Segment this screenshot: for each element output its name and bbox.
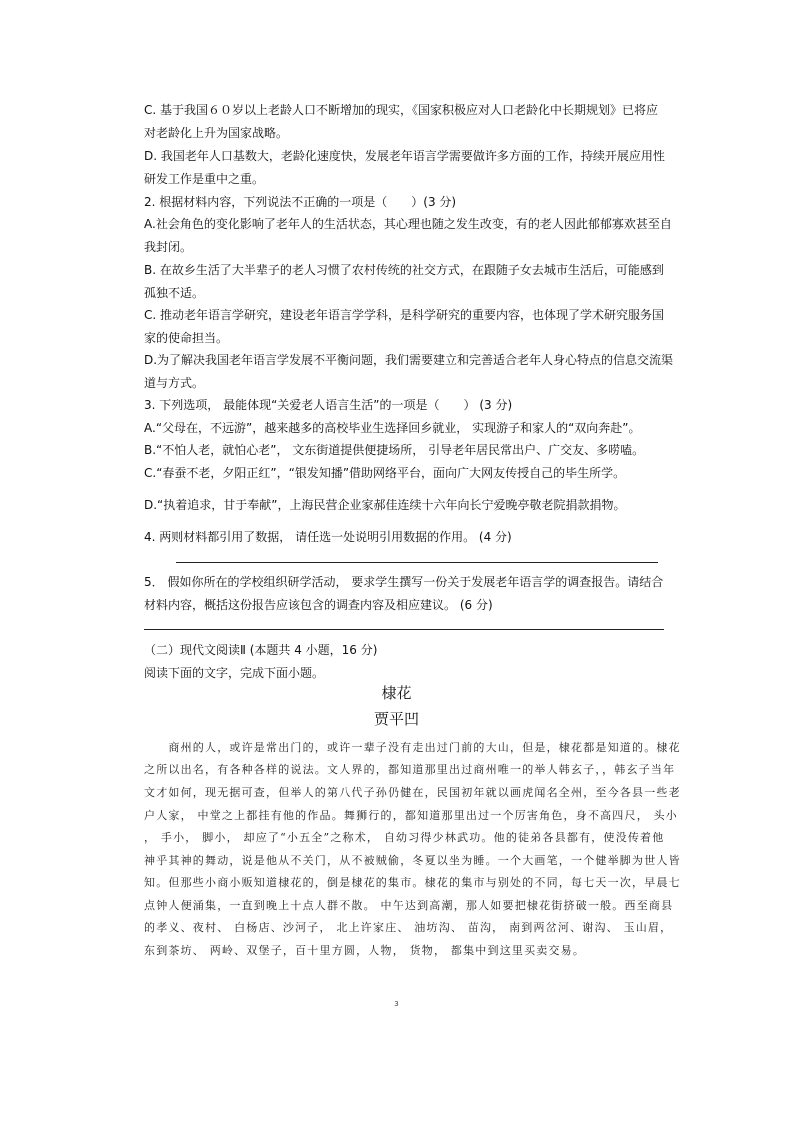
q2-option-c-line-1: C. 推动老年语言学研究，建设老年语言学学科，是科学研究的重要内容，也体现了学术研究服务国 bbox=[144, 308, 665, 322]
essay-title: 棣花 bbox=[381, 684, 412, 702]
essay-line: 东到茶坊、 两岭、双堡子，百十里方圆，人物， 货物， 都集中到这里买卖交易。 bbox=[144, 944, 586, 957]
option-d-line-2: 研发工作是重中之重。 bbox=[144, 172, 265, 186]
essay-line: ， 手小， 脚小， 却应了“小五全”之称术， 自幼习得少林武功。他的徒弟各县都有，使没传着他 bbox=[144, 831, 665, 844]
essay-line: 文才如何，现无据可查，但举人的第八代子孙仍健在，民国初年就以画虎闻名全州，至今各县一些老 bbox=[144, 786, 681, 799]
q2-option-c-line-2: 家的使命担当。 bbox=[144, 331, 229, 345]
question-5-line-1: 5． 假如你所在的学校组织研学活动， 要求学生撰写一份关于发展老年语言学的调查报告。请结合 bbox=[144, 575, 664, 589]
q3-option-a: A.“父母在，不远游”，越来越多的高校毕业生选择回乡就业， 实现游子和家人的“双向奔赴”。 bbox=[144, 421, 641, 435]
answer-line-q4 bbox=[176, 562, 658, 563]
option-c-line-1: C. 基于我国６０岁以上老龄人口不断增加的现实，《国家积极应对人口老龄化中长期规划》已将应 bbox=[144, 103, 659, 117]
essay-line: 户人家， 中堂之上都挂有他的作品。舞狮行的，都知道那里出过一个厉害角色，身不高四尺， 头小 bbox=[144, 809, 678, 822]
q2-option-a-line-2: 我封闭。 bbox=[144, 240, 193, 254]
essay-line: 的孝义、夜村、 白杨店、沙河子， 北上许家庄、 油坊沟、 苗沟， 南到两岔河、谢沟、 玉山眉， bbox=[144, 921, 673, 934]
essay-line: 商州的人，或许是常出门的，或许一辈子没有走出过门前的大山，但是，棣花都是知道的。棣花 bbox=[144, 741, 681, 754]
section-2-heading: （二）现代文阅读Ⅱ (本题共 4 小题，16 分) bbox=[144, 643, 378, 657]
question-3-stem: 3. 下列选项， 最能体现“关爱老人语言生活”的一项是（ ） (3 分) bbox=[144, 398, 513, 412]
option-c-line-2: 对老龄化上升为国家战略。 bbox=[144, 126, 289, 140]
answer-line-q5 bbox=[144, 629, 664, 630]
q2-option-b-line-1: B. 在故乡生活了大半辈子的老人习惯了农村传统的社交方式，在跟随子女去城市生活后，可能感到 bbox=[144, 263, 664, 277]
essay-line: 点钟人便涌集，一直到晚上十点人群不散。 中午达到高潮，那人如要把棣花街挤破一般。西至商县 bbox=[144, 899, 674, 912]
reading-instruction: 阅读下面的文字，完成下面小题。 bbox=[144, 666, 325, 680]
question-4-stem: 4. 两则材料都引用了数据， 请任选一处说明引用数据的作用。 (4 分) bbox=[144, 530, 512, 544]
q3-option-b: B.“不怕人老，就怕心老”， 文东街道提供便捷场所， 引导老年居民常出户、广交友、多唠嗑。 bbox=[144, 443, 645, 457]
q2-option-b-line-2: 孤独不适。 bbox=[144, 286, 205, 300]
question-2-stem: 2. 根据材料内容，下列说法不正确的一项是（ ）(3 分) bbox=[144, 195, 457, 209]
option-d-line-1: D. 我国老年人口基数大，老龄化速度快，发展老年语言学需要做许多方面的工作，持续开展应用性 bbox=[144, 149, 665, 163]
essay-line: 之所以出名，有各种各样的说法。文人界的，都知道那里出过商州唯一的举人韩玄子，，韩玄子当年 bbox=[144, 763, 676, 776]
essay-line: 知。但那些小商小贩知道棣花的，倒是棣花的集市。棣花的集市与别处的不同，每七天一次，早晨七 bbox=[144, 876, 681, 889]
q3-option-c: C.“春蚕不老，夕阳正红”，“银发知播”借助网络平台，面向广大网友传授自己的毕生所学。 bbox=[144, 466, 626, 480]
question-5-line-2: 材料内容，概括这份报告应该包含的调查内容及相应建议。 (6 分) bbox=[144, 598, 493, 612]
q3-option-d: D.“执着追求，甘于奉献”，上海民营企业家郝佳连续十六年向长宁爱晚亭敬老院捐款捐物。 bbox=[144, 498, 626, 512]
q2-option-a-line-1: A.社会角色的变化影响了老年人的生活状态，其心理也随之发生改变，有的老人因此郁郁寡欢甚至自 bbox=[144, 217, 672, 231]
q2-option-d-line-1: D.为了解决我国老年语言学发展不平衡问题，我们需要建立和完善适合老年人身心特点的信息交流渠 bbox=[144, 353, 674, 367]
essay-author: 贾平凹 bbox=[373, 710, 419, 728]
essay-line: 神乎其神的舞动，说是他从不关门，从不被贼偷，冬夏以坐为睡。一个大画笔，一个健举脚为世人皆 bbox=[144, 854, 681, 867]
page-number: 3 bbox=[394, 1000, 399, 1008]
q2-option-d-line-2: 道与方式。 bbox=[144, 376, 205, 390]
